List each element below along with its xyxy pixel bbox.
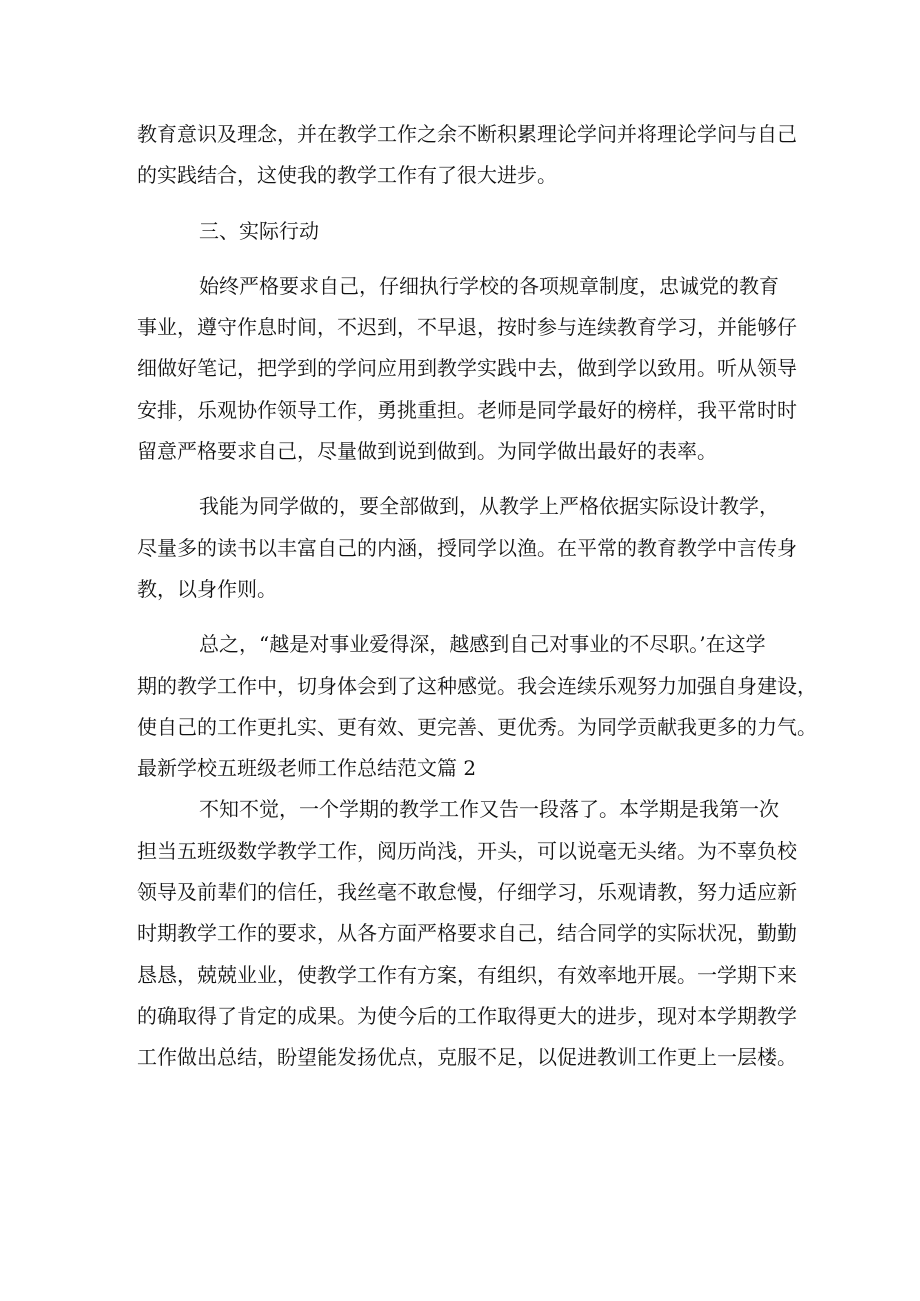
text-line: 尽量多的读书以丰富自己的内涵，授同学以渔。在平常的教育教学中言传身 xyxy=(137,535,797,560)
text-line: 恳恳，兢兢业业，使教学工作有方案，有组织，有效率地开展。一学期下来 xyxy=(137,962,797,987)
paragraph-6 xyxy=(137,789,797,1078)
section-heading: 最新学校五班级老师工作总结范文篇 2 xyxy=(137,756,477,781)
text-line: 安排，乐观协作领导工作，勇挑重担。老师是同学最好的榜样，我平常时时 xyxy=(137,397,797,422)
text-line: 教育意识及理念，并在教学工作之余不断积累理论学问并将理论学问与自己 xyxy=(137,122,797,146)
text-line: 总之，“越是对事业爱得深，越感到自己对事业的不尽职。’在这学 xyxy=(199,632,766,657)
text-line: 始终严格要求自己，仔细执行学校的各项规章制度，忠诚党的教育 xyxy=(199,273,779,298)
document-body xyxy=(137,114,817,1079)
text-line: 担当五班级数学教学工作，阅历尚浅，开头，可以说毫无头绪。为不辜负校 xyxy=(137,838,797,863)
text-line: 使自己的工作更扎实、更有效、更完善、更优秀。为同学贡献我更多的力气。 xyxy=(137,714,817,739)
paragraph-3 xyxy=(137,266,797,472)
text-line: 我能为同学做的，要全部做到，从教学上严格依据实际设计教学， xyxy=(199,494,779,519)
text-line: 事业，遵守作息时间，不迟到，不早退，按时参与连续教育学习，并能够仔 xyxy=(137,315,797,340)
text-line: 工作做出总结，盼望能发扬优点，克服不足，以促进教训工作更上一层楼。 xyxy=(137,1045,797,1070)
text-line: 细做好笔记，把学到的学问应用到教学实践中去，做到学以致用。听从领导 xyxy=(137,356,797,381)
text-line: 教，以身作则。 xyxy=(137,576,277,601)
text-line: 期的教学工作中，切身体会到了这种感觉。我会连续乐观努力加强自身建设， xyxy=(137,673,817,698)
paragraph-5 xyxy=(137,624,817,748)
paragraph-1 xyxy=(137,114,797,197)
text-line: 不知不觉，一个学期的教学工作又告一段落了。本学期是我第一次 xyxy=(199,797,779,822)
text-line: 的实践结合，这使我的教学工作有了很大进步。 xyxy=(137,163,557,188)
paragraph-4 xyxy=(137,486,797,610)
text-line: 留意严格要求自己，尽量做到说到做到。为同学做出最好的表率。 xyxy=(137,439,717,464)
text-line: 时期教学工作的要求，从各方面严格要求自己，结合同学的实际状况，勤勤 xyxy=(137,921,797,946)
text-line: 三、实际行动 xyxy=(199,218,319,243)
text-line: 的确取得了肯定的成果。为使今后的工作取得更大的进步，现对本学期教学 xyxy=(137,1003,797,1028)
subheading-actual-action xyxy=(137,211,797,252)
text-line: 领导及前辈们的信任，我丝毫不敢怠慢，仔细学习，乐观请教，努力适应新 xyxy=(137,880,797,905)
